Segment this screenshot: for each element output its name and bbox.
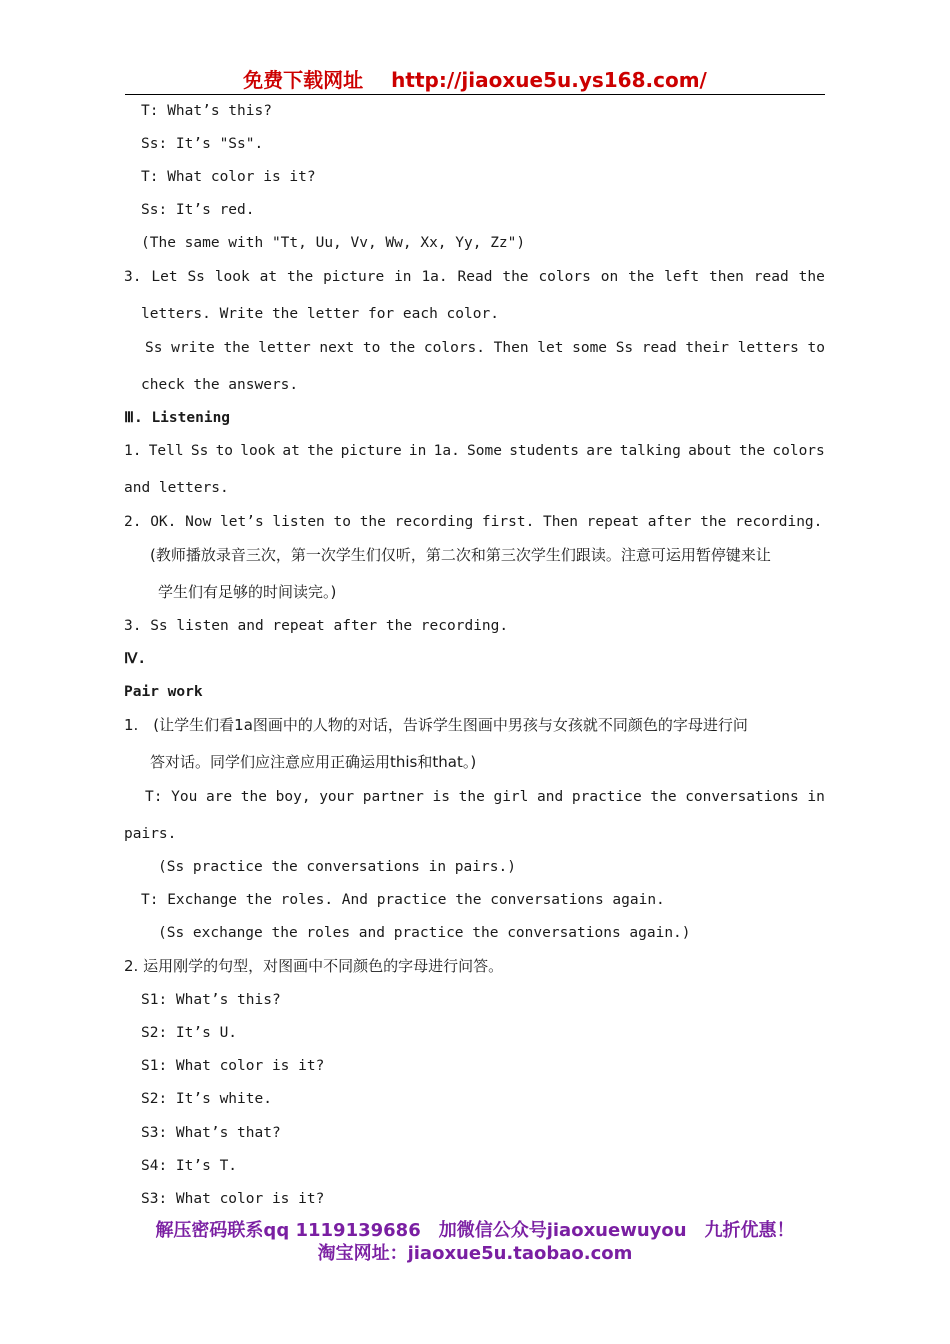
header-url[interactable]: http://jiaoxue5u.ys168.com/ (391, 68, 707, 92)
text-line-cjk: 答对话。同学们应注意应用正确运用this和that。) (150, 753, 477, 771)
text-line-justified: T: You are the boy, your partner is the girl and practice the conversations in (145, 789, 825, 805)
text-line: 2. OK. Now let’s listen to the recording first. Then repeat after the recording. (124, 514, 823, 530)
text-line: and letters. (124, 480, 229, 496)
text-line: S4: It’s T. (141, 1158, 238, 1174)
text-line: T: Exchange the roles. And practice the conversations again. (141, 892, 665, 908)
text-line: (The same with "Tt, Uu, Vv, Ww, Xx, Yy, Zz") (141, 235, 526, 251)
text-line: S2: It’s U. (141, 1025, 238, 1041)
section-heading-listening: Ⅲ. Listening (124, 410, 231, 426)
text-line-justified: Ss write the letter next to the colors. Then let some Ss read their letters to (145, 340, 825, 356)
text-line: (Ss exchange the roles and practice the conversations again.) (158, 925, 691, 941)
text-line: pairs. (124, 826, 177, 842)
text-line-cjk: 2. 运用刚学的句型，对图画中不同颜色的字母进行问答。 (124, 957, 504, 975)
section-heading-pair-work: Pair work (124, 684, 203, 700)
text-line-cjk: (教师播放录音三次，第一次学生们仅听，第二次和第三次学生们跟读。注意可运用暂停键来让 (150, 546, 771, 564)
text-line: T: What color is it? (141, 169, 316, 185)
text-line: S1: What’s this? (141, 992, 281, 1008)
text-line: (Ss practice the conversations in pairs.) (158, 859, 516, 875)
footer-shop-url[interactable]: 淘宝网址：jiaoxue5u.taobao.com (317, 1243, 633, 1264)
section-heading-iv: Ⅳ. (124, 651, 147, 667)
text-line-cjk: 1. (让学生们看1a图画中的人物的对话，告诉学生图画中男孩与女孩就不同颜色的字母进行问 (124, 716, 748, 734)
page-header (125, 66, 825, 95)
text-line: letters. Write the letter for each color. (141, 306, 499, 322)
text-line-cjk: 学生们有足够的时间读完。) (158, 583, 337, 601)
text-line: S3: What’s that? (141, 1125, 281, 1141)
text-line-justified: 1. Tell Ss to look at the picture in 1a. Some students are talking about the colors (124, 443, 825, 459)
text-line-justified: 3. Let Ss look at the picture in 1a. Read the colors on the left then read the (124, 269, 825, 285)
text-line: T: What’s this? (141, 103, 272, 119)
text-line: S3: What color is it? (141, 1191, 325, 1207)
text-line: check the answers. (141, 377, 299, 393)
text-line: S2: It’s white. (141, 1091, 272, 1107)
text-line: S1: What color is it? (141, 1058, 325, 1074)
text-line: Ss: It’s "Ss". (141, 136, 264, 152)
text-line: Ss: It’s red. (141, 202, 255, 218)
text-line: 3. Ss listen and repeat after the recording. (124, 618, 509, 634)
footer-contact: 解压密码联系qq 1119139686 加微信公众号jiaoxuewuyou 九折优惠！ (155, 1220, 795, 1241)
header-site-label: 免费下载网址 (243, 68, 364, 92)
